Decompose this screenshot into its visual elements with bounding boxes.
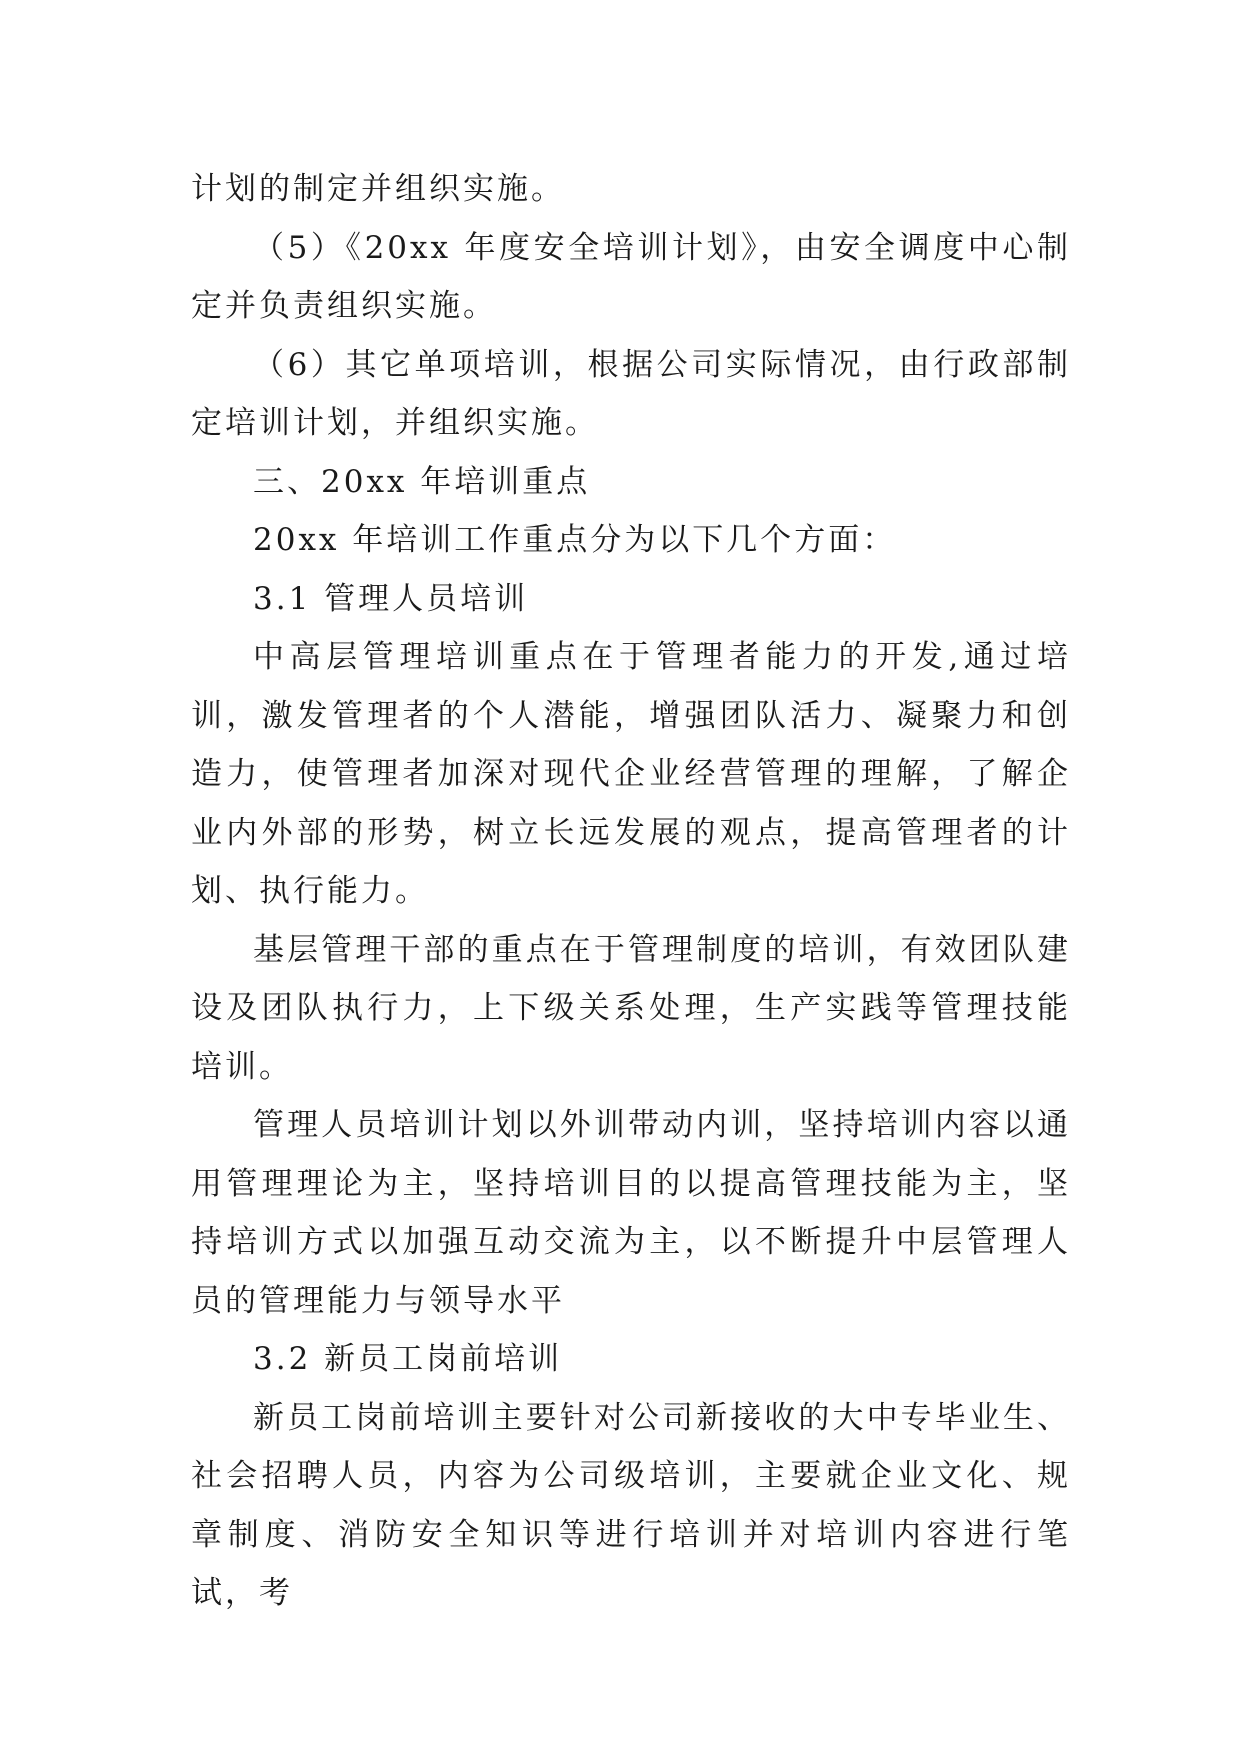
paragraph-item-5: （5）《20xx 年度安全培训计划》，由安全调度中心制定并负责组织实施。 xyxy=(191,229,1071,324)
subsection-heading-3-2: 3.2 新员工岗前培训 xyxy=(253,1341,563,1377)
paragraph-new-employee: 新员工岗前培训主要针对公司新接收的大中专毕业生、社会招聘人员，内容为公司级培训，主要就企业文化、规章制度、消防安全知识等进行培训并对培训内容进行笔试，考 xyxy=(191,1399,1071,1611)
paragraph-item-6: （6）其它单项培训，根据公司实际情况，由行政部制定培训计划，并组织实施。 xyxy=(191,346,1071,441)
document-body xyxy=(191,160,1071,1623)
paragraph-grassroots-management: 基层管理干部的重点在于管理制度的培训，有效团队建设及团队执行力，上下级关系处理，生产实践等管理技能培训。 xyxy=(191,931,1071,1085)
paragraph-senior-management: 中高层管理培训重点在于管理者能力的开发,通过培训，激发管理者的个人潜能，增强团队活力、凝聚力和创造力，使管理者加深对现代企业经营管理的理解，了解企业内外部的形势，树立长远发展的观点，提高管理者的计划、执行能力。 xyxy=(191,639,1071,909)
subsection-heading-3-1: 3.1 管理人员培训 xyxy=(253,580,529,617)
section-heading-3: 三、20xx 年培训重点 xyxy=(253,463,591,500)
paragraph-management-plan: 管理人员培训计划以外训带动内训，坚持培训内容以通用管理理论为主，坚持培训目的以提高管理技能为主，坚持培训方式以加强互动交流为主，以不断提升中层管理人员的管理能力与领导水平 xyxy=(191,1107,1071,1319)
paragraph-section-intro: 20xx 年培训工作重点分为以下几个方面： xyxy=(253,522,897,558)
paragraph-continuation: 计划的制定并组织实施。 xyxy=(191,171,565,207)
